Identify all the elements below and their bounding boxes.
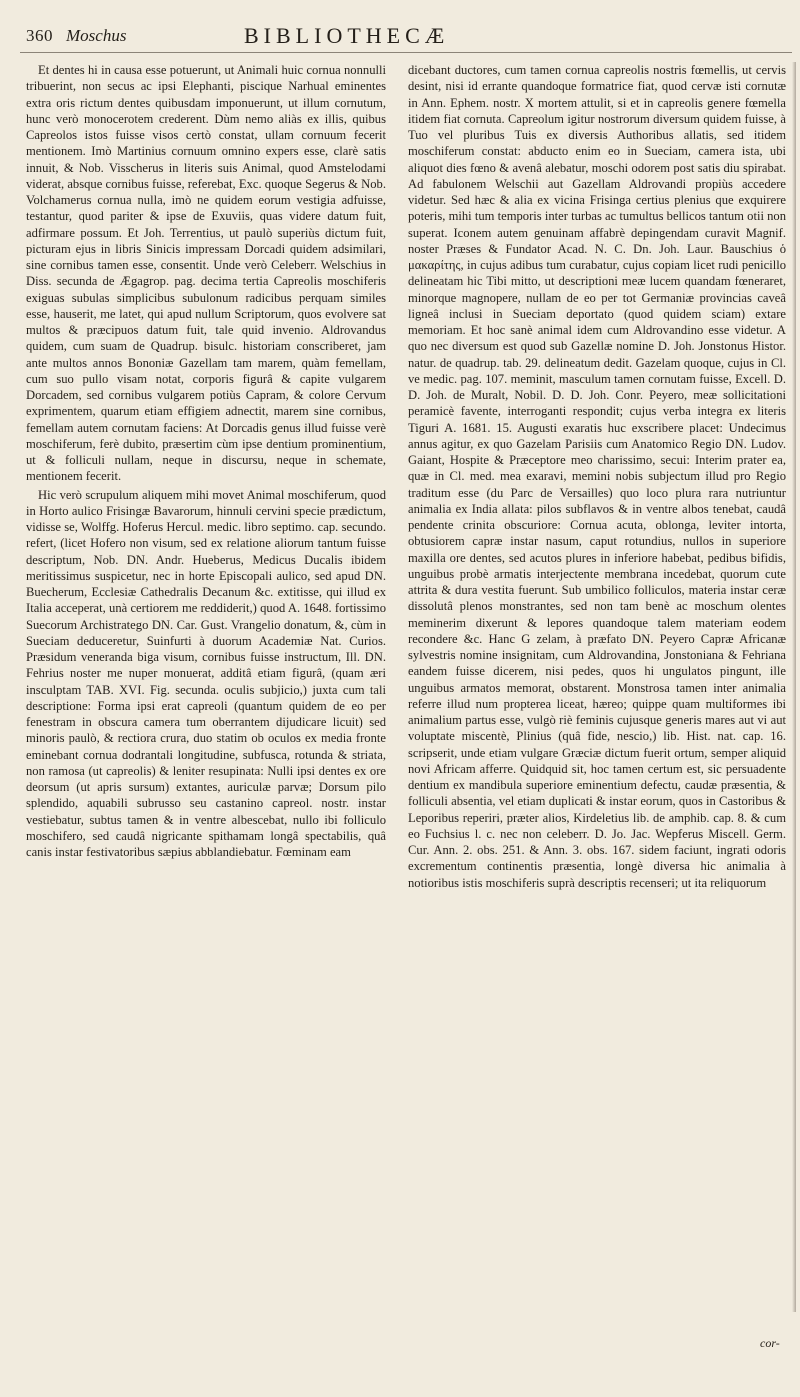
paragraph: dicebant ductores, cum tamen cornua capreolis nostris fœmellis, ut cervis desint, nisi id errante quandoque formatrice fiat, quod cervæ isti cornutæ in Ann. Ephem. nostr. X mortem attulit, si et in capreolis genere fœmella itidem fiat cornuta. Capreolum igitur nostrorum diversum quidem fuisse, à Tuo vel pluribus Tuis ex diversis Authoribus allatis, sed itidem moschiferum constat: abducto enim eo in Sueciam, camera ista, ubi aliquot dies fœno & avenâ alebatur, moschi odorem post satis diu spirabat. Ad fabulonem Welschii aut Gazellam Aldrovandi propiùs accedere videtur. Sed hæc & alia ex vicina Frisinga certius plenius que exquirere poteris, mihi tum temporis inter turbas ac tumultus bellicos tantum otii non superat. Iconem autem genuinam affabrè depingendam curavit Magnif. noster Præses & Fundator Acad. N. C. Dn. Joh. Laur. Bauschius ὁ μακαρίτης, in cujus adibus tum curabatur, cujus copiam licet rudi penicillo delineatam hic Tibi mitto, ut descriptioni meæ lucem quandam fœneraret, minorque magnopere, nullam de eo per tot Germaniæ provincias caveâ ligneâ inclusi in Sueciam deportato (quod quidem sciam) extare memoriam. Et hoc sanè animal idem cum Aldrovandino esse videtur. A quo nec diversum est quod sub Gazellæ nomine D. Joh. Jonstonus Histor. natur. de quadrup. tab. 29. delineatum dedit. Gazelam quoque, cujus in Cl. ve medic. pag. 107. meminit, masculum tamen cornutam fuisse, Excell. D. D. Joh. de Muralt, Nobil. D. D. Joh. Conr. Peyero, meæ sollicitationi peramicè favente, interroganti respondit; cujus verba integra ex literis Tiguri A. 1681. 15. Augusti exaratis huc exscribere placet: Undecimus annus agitur, ex quo Gazelam Parisiis cum Anatomico Regio DN. Ludov. Gaiant, Hospite & Præceptore meo charissimo, secui: Interim prater ea, quæ in Cl. med. mea exaravi, memini nobis subjectum illud pro Regio traditum esse (du Parc de Versailles) quo loco plura rara nutriuntur animalia ex India allata: pilos subflavos & in ventre albos tenebat, caudâ pendente crinita obscuriore: Cornua acuta, oblonga, leviter intorta, obtusiorem capræ instar nasum, caput rotundius, nullos in superiore maxilla ore dentes, sed acutos plures in inferiore habebat, pedibus bifidis, unguibus probè armatis interjectente membrana incedebat, quorum cute attrita & dura vestita fuerunt. Sub umbilico folliculos, materia instar ceræ dissolutâ plenos monstrantes, sed non tam benè ac moschum olentes meminerim dixerunt & lepores quandoque talem materiam eodem recondere &c. Hanc G zelam, à præfato DN. Peyero Capræ Africanæ sylvestris nomine insignitam, cum Aldrovandina, Jonstoniana & Fehriana eandem fuisse dicerem, nisi pedes, quos hi ungulatos pingunt, ille unguibus armatos memorat, obstarent. Monstrosa tamen inter animalia referre illud num propterea liceat, hæreo; quippe quam multiformes ibi animalium partus esse, vulgò riè feminis cujusque generis mares aut vi aut voluptate miscentè, Plinius (quâ fide, nescio,) lib. Hist. nat. cap. 16. scripserit, unde etiam vulgare Græciæ dictum fuerit ortum, semper aliquid novi Africam afferre. Quidquid sit, hoc tamen certum est, sic persuadente dentium ex mandibula superiore eminentium defectu, caudæ præsentia, & folliculi absentia, vel etiam duplicati & instar eorum, quos in Castoribus & Leporibus reperiri, præter alios, Kirdeletius lib. de amphib. cap. 8. & cum eo Fuchsius l. c. nec non celeberr. D. Jo. Jac. Wepferus Miscell. Germ. Cur. Ann. 2. obs. 251. & Ann. 3. obs. 167. sidem faciunt, ingrati odoris excrementum continentis præsentia, longè diversa hic animalia à notioribus istis moschiferis suprà descriptis recenseri; ut ita reliquorum	[408, 63, 786, 890]
catchword: cor-	[760, 1336, 780, 1350]
paragraph: Et dentes hi in causa esse potuerunt, ut Animali huic cornua nonnulli tribuerint, non secus ac ipsi Elephanti, piscique Narhual eminentes extra oris rictum dentes quibusdam imponuerunt, ut illum cornutum, hunc verò monocerotem crederent. Dùm nemo aliàs ex illis, quibus Capreolos istos fuisse visos certò constat, ullam cornuum fecerit mentionem. Imò Martinius cornuum omnino expers esse, clarè satis innuit, & Nob. Visscherus in literis suis Animal, quod Amstelodami viderat, absque cornibus fuisse, referebat, Exc. quoque Segerus & Nob. Volchamerus cornua nulla, imò ne quidem eorum vestigia adfuisse, testantur, quod pariter & ipse de Exuviis, quas videre datum fuit, adfirmare possum. Et Joh. Terrentius, ut paulò superiùs dictum fuit, picturam ejus in libris Sinicis impressam Dorcadi quidem adsimilari, sine cornibus tamen esse, consentit. Unde verò Celeberr. Welschius in Diss. secunda de Ægagrop. pag. decima tertia Capreolis moschiferis exiguas subulas simplicibus subulonum radicibus perquam similes esse, hauserit, me latet, qui apud nullum Scriptorum, quos evolvere sat multos & præcipuos datum fuit, tale quid invenio. Aldrovandus quidem, cum suam de Quadrup. bisulc. historiam conscriberet, jam ante multos annos Bononiæ Gazellam tam marem, quàm femellam, cum suo pullo visam notat, corporis figurâ & capite vulgarem Dorcadem, sed cornibus vulgarem potiùs Capram, & colore Cervum exprimentem, quarum etiam effigiem adnectit, marem sine cornibus, femellam autem cornutam faciens: At Dorcadis genus illud fuisse verè moschiferum, ferè dubito, præsertim cùm ipse dentium prominentium, ut & folliculi nullam, neque in discursu, neque in schemate, mentionem fecerit.	[26, 63, 386, 484]
page-edge-shadow	[792, 62, 796, 1312]
running-head: Moschus	[66, 26, 127, 45]
right-column	[408, 62, 786, 1332]
page-title: BIBLIOTHECÆ	[244, 23, 450, 48]
header-rule	[20, 52, 792, 53]
page-number: 360	[26, 26, 53, 45]
left-column	[26, 62, 386, 1332]
paragraph: Hic verò scrupulum aliquem mihi movet Animal moschiferum, quod in Horto aulico Frisingæ Bavarorum, hinnuli cervini specie prædictum, vidisse se, Wolffg. Hoferus Hercul. medic. libro septimo. cap. secundo. refert, (licet Hofero non visum, sed ex relatione aliorum tantum fuisse descriptum, Nob. DN. Andr. Hueberus, Medicus Ducalis ibidem meritissimus suspicetur, nec in horte Episcopali aulico, sed apud DN. Buecherum, Ecclesiæ Cathedralis Decanum &c. extitisse, qui illud ex Italia acceperat, unà certiorem me reddiderit,) quod A. 1648. fortissimo Suecorum Archistratego DN. Car. Gust. Vrangelio donatum, &, cùm in Sueciam deduceretur, Suinfurti à duorum Academiæ Nat. Curios. Præsidum veneranda biga visum, cornibus fuisse instructum, Ill. DN. Fehrius noster me nuper monuerat, additâ etiam figurâ, (quam æri insculptam TAB. XVI. Fig. secunda. oculis subjicio,) juxta cum tali descriptione: Forma ipsi erat capreoli (quantum quidem de eo per fenestram in obscura camera tum oberrantem dijudicare licuit) sed minoris paulò, & rectiora crura, duo statim ob oculos ex media fronte eminebant cornua dodrantali longitudine, subfusca, rotunda & striata, non ramosa (ut capreolis) & leniter resupinata: Nulli ipsi dentes ex ore deorsum (ut apris sursum) extantes, auriculæ parvæ; Dorsum pilo splendido, aquabili subrusso seu castanino capreol. nostr. instar vestiebatur, subtus tamen & in ventre albescebat, nullo ibi folliculo moschifero, sed caudâ nigricante spithamam longâ spectabilis, quâ canis instar festivatoribus sæpius abblandiebatur. Fœminam eam	[26, 487, 386, 859]
page-header	[26, 18, 786, 52]
